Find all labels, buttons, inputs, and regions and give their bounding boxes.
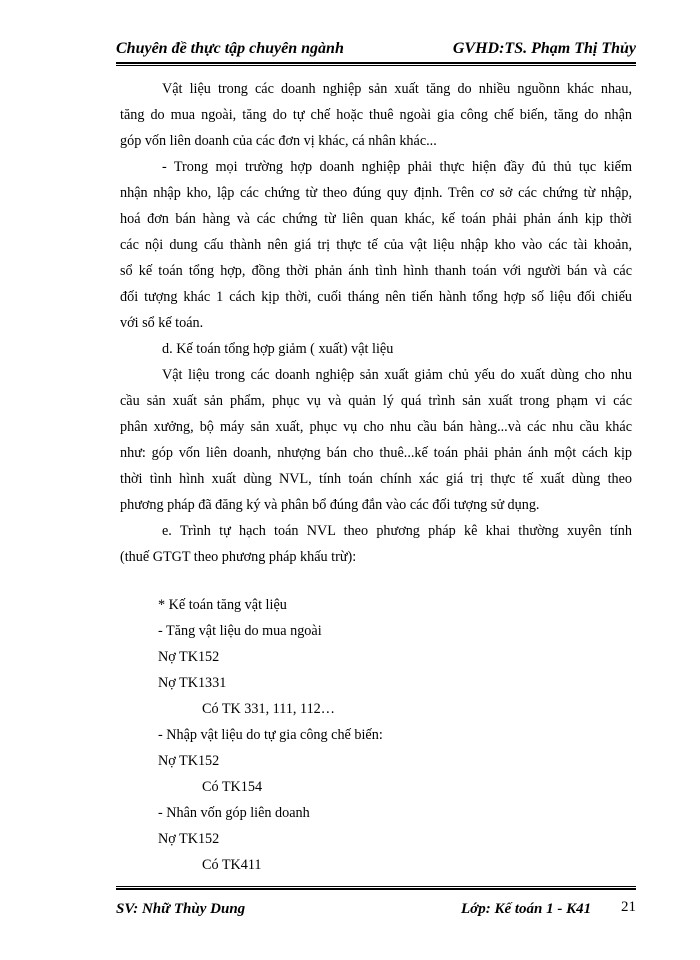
body-line: góp vốn liên doanh của các đơn vị khác, cá nhân khác... bbox=[120, 133, 437, 149]
section-heading: e. Trình tự hạch toán NVL theo phương pháp kê khai thường xuyên tính bbox=[162, 523, 632, 539]
body-line: cầu sản xuất sản phẩm, phục vụ và quản lý quá trình sản xuất trong phạm vi các bbox=[120, 393, 632, 409]
body-line: phân xưởng, bộ máy sản xuất, phục vụ cho nhu cầu bán hàng...và các nhu cầu khác bbox=[120, 419, 632, 435]
body-line: với sổ kế toán. bbox=[120, 315, 204, 331]
body-line: các nội dung cấu thành nên giá trị thực tế của vật liệu nhập kho vào các tài khoản, bbox=[120, 237, 632, 253]
entry-line: Có TK411 bbox=[202, 857, 262, 873]
body-line: (thuế GTGT theo phương pháp khấu trừ): bbox=[120, 549, 357, 565]
body-line: thời tình hình xuất dùng NVL, tính toán chính xác giá trị thực tế xuất dùng theo bbox=[120, 471, 632, 487]
body-line: sổ kế toán tổng hợp, đồng thời phản ánh tình hình thanh toán với người bán và các bbox=[120, 263, 632, 279]
entry-line: Nợ TK152 bbox=[158, 831, 220, 847]
body-line: Vật liệu trong các doanh nghiệp sản xuất tăng do nhiều nguồnn khác nhau, bbox=[162, 81, 632, 97]
entry-line: Nợ TK1331 bbox=[158, 675, 227, 691]
header-title: Chuyên đề thực tập chuyên ngành bbox=[116, 40, 344, 57]
page-header bbox=[116, 40, 636, 62]
body-line: đối tượng khác 1 cách kịp thời, cuối tháng nên tiến hành tổng hợp số liệu đối chiếu bbox=[120, 289, 632, 305]
entry-line: Có TK 331, 111, 112… bbox=[202, 701, 335, 717]
footer-class: Lớp: Kế toán 1 - K41 bbox=[461, 901, 592, 917]
footer-student: SV: Nhữ Thùy Dung bbox=[116, 901, 246, 917]
entry-line: Nợ TK152 bbox=[158, 753, 220, 769]
body-line: như: góp vốn liên doanh, nhượng bán cho thuê...kế toán phải phản ánh một cách kịp bbox=[120, 445, 632, 461]
footer-rule bbox=[116, 886, 636, 890]
body-line: - Trong mọi trường hợp doanh nghiệp phải thực hiện đầy đủ thủ tục kiểm bbox=[162, 159, 632, 175]
header-supervisor: GVHD:TS. Phạm Thị Thủy bbox=[452, 40, 636, 57]
header-rule bbox=[116, 62, 636, 66]
section-heading: d. Kế toán tổng hợp giảm ( xuất) vật liệu bbox=[162, 341, 394, 357]
entry-line: - Tăng vật liệu do mua ngoài bbox=[158, 623, 322, 639]
body-line: phương pháp đã đăng ký và phân bổ đúng đắn vào các đối tượng sử dụng. bbox=[120, 497, 540, 513]
body-line: nhận nhập kho, lập các chứng từ theo đúng quy định. Trên cơ sở các chứng từ nhập, bbox=[120, 185, 632, 201]
entry-line: Nợ TK152 bbox=[158, 649, 220, 665]
entry-line: - Nhập vật liệu do tự gia công chế biến: bbox=[158, 727, 383, 743]
body-line: hoá đơn bán hàng và các chứng từ liên quan khác, kế toán phải phản ánh kịp thời bbox=[120, 211, 632, 227]
page-number: 21 bbox=[621, 899, 636, 915]
entry-heading: * Kế toán tăng vật liệu bbox=[158, 597, 287, 613]
entry-line: - Nhân vốn góp liên doanh bbox=[158, 805, 310, 821]
entry-line: Có TK154 bbox=[202, 779, 263, 795]
page-footer bbox=[116, 901, 636, 923]
body-line: Vật liệu trong các doanh nghiệp sản xuất giảm chủ yếu do xuất dùng cho nhu bbox=[162, 367, 632, 383]
body-line: tăng do mua ngoài, tăng do tự chế hoặc thuê ngoài gia công chế biến, tăng do nhận bbox=[120, 107, 632, 123]
